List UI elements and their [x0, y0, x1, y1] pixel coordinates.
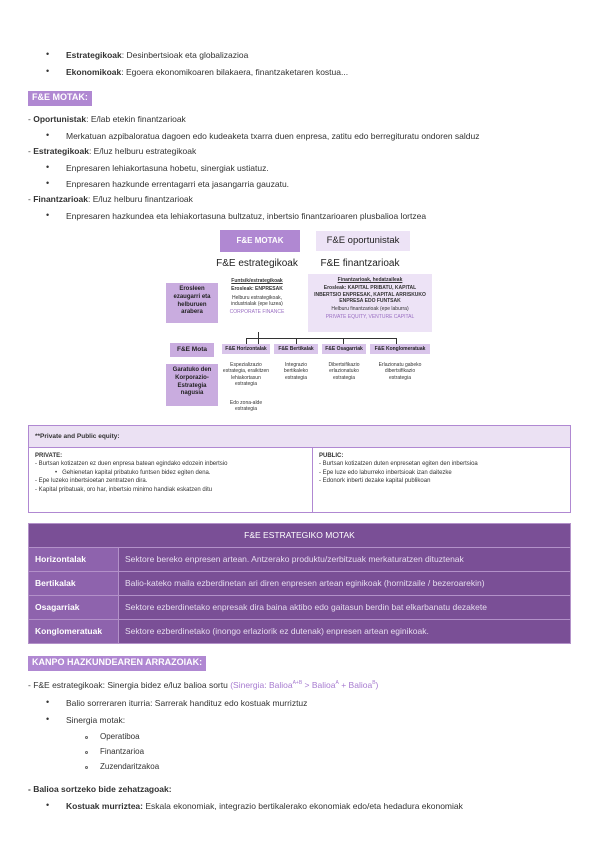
table-row	[29, 596, 571, 620]
diagram-finantzarioak: F&E finantzarioak	[320, 258, 400, 269]
table-row	[29, 548, 571, 572]
table-key: Horizontalak	[29, 548, 119, 572]
intro-term: Estrategikoak	[66, 50, 122, 60]
bullet-dot: •	[46, 697, 50, 707]
formula-part: > Balioa	[302, 680, 336, 690]
private-line: - Kapital pribatuak, oro har, inbertsio minimo handiak eskatzen ditu	[35, 486, 213, 493]
fin-box-goal: Helburu finantzarioak (epe laburra)	[331, 306, 409, 312]
bullet-dot: •	[46, 210, 50, 220]
item-prefix: -	[28, 194, 34, 204]
formula-sup: B	[372, 680, 376, 687]
private-public-box	[28, 425, 571, 513]
section-heading-arrazoiak: KANPO HAZKUNDEAREN ARRAZOIAK:	[28, 656, 206, 671]
item-term: Oportunistak	[33, 114, 87, 124]
formula-sup: A	[335, 680, 339, 687]
item-prefix: -	[28, 114, 34, 124]
bullet-dot: •	[46, 162, 50, 172]
sub-bullet: Enpresaren hazkunde errentagarri eta jasangarria gauzatu.	[66, 179, 290, 189]
estr-box-title: Funtsik/estrategikoak	[231, 278, 283, 284]
item-finantzarioak	[28, 194, 193, 205]
diagram-type-konglomeratuak: F&E Konglomeratuak	[370, 344, 430, 354]
private-line: Gehienetan kapital pribatuko funtsen bidez egiten dena.	[62, 469, 211, 476]
strategic-line	[28, 680, 378, 691]
formula-part: )	[375, 680, 379, 690]
table-row	[29, 572, 571, 596]
public-line: - Burtsan kotizatzen duten enpresetan egiten den inbertsioa	[319, 461, 478, 468]
fin-box-tag: PRIVATE EQUITY, VENTURE CAPITAL	[325, 314, 415, 321]
bullet-dot: •	[46, 800, 50, 810]
diagram-type-desc: Integrazio bertikaleko estrategia	[283, 362, 309, 381]
diagram-fin-box	[308, 274, 432, 332]
diagram-type-desc: Espezializazio estrategia, eraikitzen lehiakortasun estrategia	[222, 362, 270, 387]
table-value: Sektore ezberdinetako (inongo erlaziorik ez dutenak) enpresen artean eginikoak.	[119, 620, 571, 644]
sub-circle-bullet	[85, 736, 88, 739]
bullet-dot: •	[46, 49, 50, 59]
synergy-type: Operatiboa	[100, 732, 140, 741]
fin-box-buyer: Erosleak: KAPITAL PRIBATU, KAPITAL INBERTSIO ENPRESAK, KAPITAL ARRISKUKO ENPRESA EDO FUNTSAK	[314, 285, 426, 304]
diagram-left-label-1: Erosleen ezaugarri eta helburuen arabera	[166, 283, 218, 323]
item-estrategikoak	[28, 146, 196, 157]
synergy-type: Finantzarioa	[100, 747, 145, 756]
item-oportunistak	[28, 114, 186, 125]
item-term: Estrategikoak	[33, 146, 89, 156]
table-value: Sektore ezberdinetako enpresak dira baina aktibo edo gaitasun berdin bat elkarbanatu dezakete	[119, 596, 571, 620]
private-line: - Epe luzeko inbertsioetan zentratzen dira.	[35, 478, 148, 485]
intro-term: Ekonomikoak	[66, 67, 122, 77]
private-title: PRIVATE:	[35, 453, 63, 459]
public-line: - Edonork inberti dezake kapital publikoan	[319, 478, 431, 485]
diagram-root: F&E MOTAK	[220, 230, 300, 252]
intro-text: : Desinbertsioak eta globalizazioa	[121, 50, 249, 60]
cost-reduction-line	[66, 801, 463, 812]
private-line-sub: • Gehienetan kapital pribatuko funtsen bidez egiten dena.	[55, 469, 211, 476]
strategic-types-table	[28, 523, 571, 644]
diagram-left-label-2: F&E Mota	[170, 343, 214, 357]
diagram-type-osagarriak: F&E Osagarriak	[322, 344, 366, 354]
bullet-dot: •	[46, 66, 50, 76]
formula-sup: A+B	[292, 680, 303, 687]
intro-bullet-2	[66, 67, 348, 78]
bullet-dot: •	[46, 714, 50, 724]
diagram-type-bertikalak: F&E Bertikalak	[274, 344, 318, 354]
item-text: : E/lab etekin finantzarioak	[86, 114, 186, 124]
bullet-dot: •	[46, 178, 50, 188]
value-ways-line: - Balioa sortzeko bide zehatzagoak:	[28, 784, 172, 794]
estr-box-buyer: Erosleak: ENPRESAK	[231, 286, 283, 293]
formula-part: + Balioa	[338, 680, 373, 690]
diagram-left-label-3: Garatuko den Korporazio-Estrategia nagusia	[166, 364, 218, 406]
table-value: Balio-kateko maila ezberdinetan ari diren enpresen artean eginikoak (hornitzaile / bezeroarekin)	[119, 572, 571, 596]
intro-bullet-1	[66, 50, 248, 61]
synergy-formula	[230, 680, 378, 690]
sub-circle-bullet	[85, 751, 88, 754]
sub-bullet: Enpresaren lehiakortasuna hobetu, sinergiak ustiatuz.	[66, 163, 269, 173]
private-line: - Burtsan kotizatzen ez duen enpresa batean egindako edozein inbertsio	[35, 461, 228, 468]
sub-bullet: Merkatuan azpibaloratua dagoen edo kudeaketa txarra duen enpresa, zatitu edo berregituratu ondoren salduz	[66, 131, 480, 141]
diagram-oportunistak: F&E oportunistak	[316, 231, 410, 251]
diagram-extra-note: Edo zona-alde estrategia	[229, 400, 263, 413]
section-heading-motak: F&E MOTAK:	[28, 91, 92, 106]
item-prefix: -	[28, 146, 34, 156]
intro-text: : Egoera ekonomikoaren bilakaera, finantzaketaren kostua...	[121, 67, 349, 77]
sub-bullet: Sinergia motak:	[66, 715, 126, 725]
public-column	[313, 448, 570, 512]
line-text: - F&E estrategikoak: Sinergia bidez e/luz balioa sortu	[28, 680, 231, 690]
fin-box-title: Finantzarioak, hedatzaileak	[337, 277, 403, 283]
table-title: F&E ESTRATEGIKO MOTAK	[29, 524, 571, 548]
cost-term: Kostuak murriztea:	[66, 801, 143, 811]
diagram-estr-box	[222, 278, 292, 330]
diagram-type-horizontalak: F&E Horizontalak	[222, 344, 270, 354]
cost-text: Eskala ekonomiak, integrazio bertikalerako ekonomiak edo/eta hedadura ekonomiak	[143, 801, 463, 811]
bullet-dot: •	[46, 130, 50, 140]
estr-box-tag: CORPORATE FINANCE	[229, 309, 285, 315]
table-row	[29, 620, 571, 644]
public-title: PUBLIC:	[319, 453, 344, 459]
synergy-type: Zuzendaritzakoa	[100, 762, 160, 771]
item-text: : E/luz helburu finantzarioak	[88, 194, 193, 204]
diagram-type-desc: Erlazionatu gabeko dibertsifikazio estrategia	[378, 362, 422, 381]
table-key: Osagarriak	[29, 596, 119, 620]
sub-bullet: Balio sorreraren iturria: Sarrerak handituz edo kostuak murriztuz	[66, 698, 308, 708]
diagram-type-desc: Dibertsifikazio erlazionatuko estrategia	[328, 362, 360, 381]
item-text: : E/luz helburu estrategikoak	[88, 146, 197, 156]
table-key: Bertikalak	[29, 572, 119, 596]
private-column	[29, 448, 313, 512]
estr-box-goal: Helburu estrategikoak, industrialak (epe luzea)	[231, 294, 283, 307]
public-line: - Epe luze edo laburreko inbertsioak izan daitezke	[319, 469, 452, 476]
sub-circle-bullet	[85, 766, 88, 769]
private-public-title: **Private and Public equity:	[29, 426, 570, 448]
item-term: Finantzarioak	[33, 194, 88, 204]
table-value: Sektore bereko enpresen artean. Antzerako produktu/zerbitzuak merkaturatzen dituztenak	[119, 548, 571, 572]
sub-bullet: Enpresaren hazkundea eta lehiakortasuna bultzatuz, inbertsio finantzarioaren plusbalioa lortzea	[66, 211, 427, 221]
formula-part: (Sinergia: Balioa	[230, 680, 293, 690]
diagram-estrategikoak: F&E estrategikoak	[216, 258, 298, 269]
table-key: Konglomeratuak	[29, 620, 119, 644]
connector	[246, 338, 396, 339]
